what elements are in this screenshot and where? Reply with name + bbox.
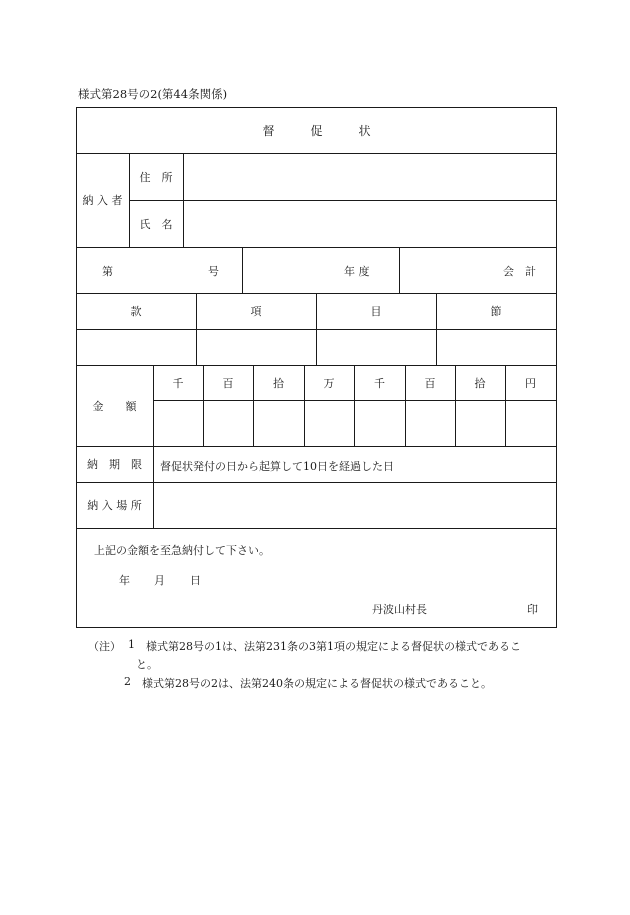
budget-header-moku: 目 xyxy=(370,305,382,318)
budget-header-kou: 項 xyxy=(250,305,262,318)
budget-value-kou[interactable] xyxy=(197,330,316,365)
amount-digit[interactable] xyxy=(355,401,405,446)
divider xyxy=(76,528,557,529)
amount-digit[interactable] xyxy=(204,401,253,446)
notes-label: （注） xyxy=(88,640,121,653)
amount-unit: 千 xyxy=(172,376,184,390)
amount-digit[interactable] xyxy=(506,401,556,446)
deadline-label: 納 期 限 xyxy=(87,458,142,471)
account-label: 会 計 xyxy=(503,265,536,278)
divider xyxy=(399,247,400,293)
document-title: 督 促 状 xyxy=(262,123,371,138)
frame-right xyxy=(556,107,557,628)
deadline-value: 督促状発付の日から起算して10日を経過した日 xyxy=(160,460,394,473)
amount-digit[interactable] xyxy=(305,401,354,446)
form-number: 様式第28号の2(第44条関係) xyxy=(78,87,228,101)
address-label: 住 所 xyxy=(139,170,173,184)
amount-unit: 拾 xyxy=(474,376,486,390)
budget-value-setsu[interactable] xyxy=(437,330,556,365)
amount-unit: 千 xyxy=(374,376,385,390)
note-1-number: 1 xyxy=(128,638,135,651)
amount-unit: 百 xyxy=(424,376,436,390)
name-field[interactable] xyxy=(184,201,556,247)
amount-unit: 万 xyxy=(323,376,335,390)
address-field[interactable] xyxy=(184,154,556,200)
note-1-text: 様式第28号の1は、法第231条の3第1項の規定による督促状の様式であるこ xyxy=(146,640,521,653)
amount-label: 金 額 xyxy=(92,399,137,413)
note-2-text: 様式第28号の2は、法第240条の規定による督促状の様式であること。 xyxy=(142,677,492,690)
fiscal-year-label: 年 度 xyxy=(344,265,370,278)
budget-value-kan[interactable] xyxy=(77,330,196,365)
divider xyxy=(242,247,243,293)
frame-bottom xyxy=(76,627,557,628)
date-year-label: 年 xyxy=(119,574,130,587)
payer-label: 納 入 者 xyxy=(82,194,123,207)
name-label: 氏 名 xyxy=(139,217,173,231)
amount-digit[interactable] xyxy=(456,401,505,446)
amount-digit[interactable] xyxy=(406,401,455,446)
amount-unit: 拾 xyxy=(273,376,284,390)
amount-unit: 円 xyxy=(525,376,536,390)
date-day-label: 日 xyxy=(190,574,201,587)
amount-digit[interactable] xyxy=(154,401,203,446)
amount-unit: 百 xyxy=(222,376,234,390)
date-month-label: 月 xyxy=(154,574,165,587)
divider xyxy=(76,247,557,248)
payment-place-field[interactable] xyxy=(154,483,556,528)
number-prefix: 第 xyxy=(102,265,113,278)
payment-place-label: 納 入 場 所 xyxy=(87,499,142,512)
budget-header-setsu: 節 xyxy=(490,305,502,318)
note-1-text-continued: と。 xyxy=(136,658,158,671)
number-suffix: 号 xyxy=(208,265,219,278)
notice-message: 上記の金額を至急納付して下さい。 xyxy=(94,544,270,557)
budget-value-moku[interactable] xyxy=(317,330,436,365)
issuer-name: 丹波山村長 xyxy=(372,603,427,616)
budget-header-kan: 款 xyxy=(130,305,142,318)
note-2-number: 2 xyxy=(124,675,131,688)
seal-mark: 印 xyxy=(527,603,538,616)
amount-digit[interactable] xyxy=(254,401,304,446)
